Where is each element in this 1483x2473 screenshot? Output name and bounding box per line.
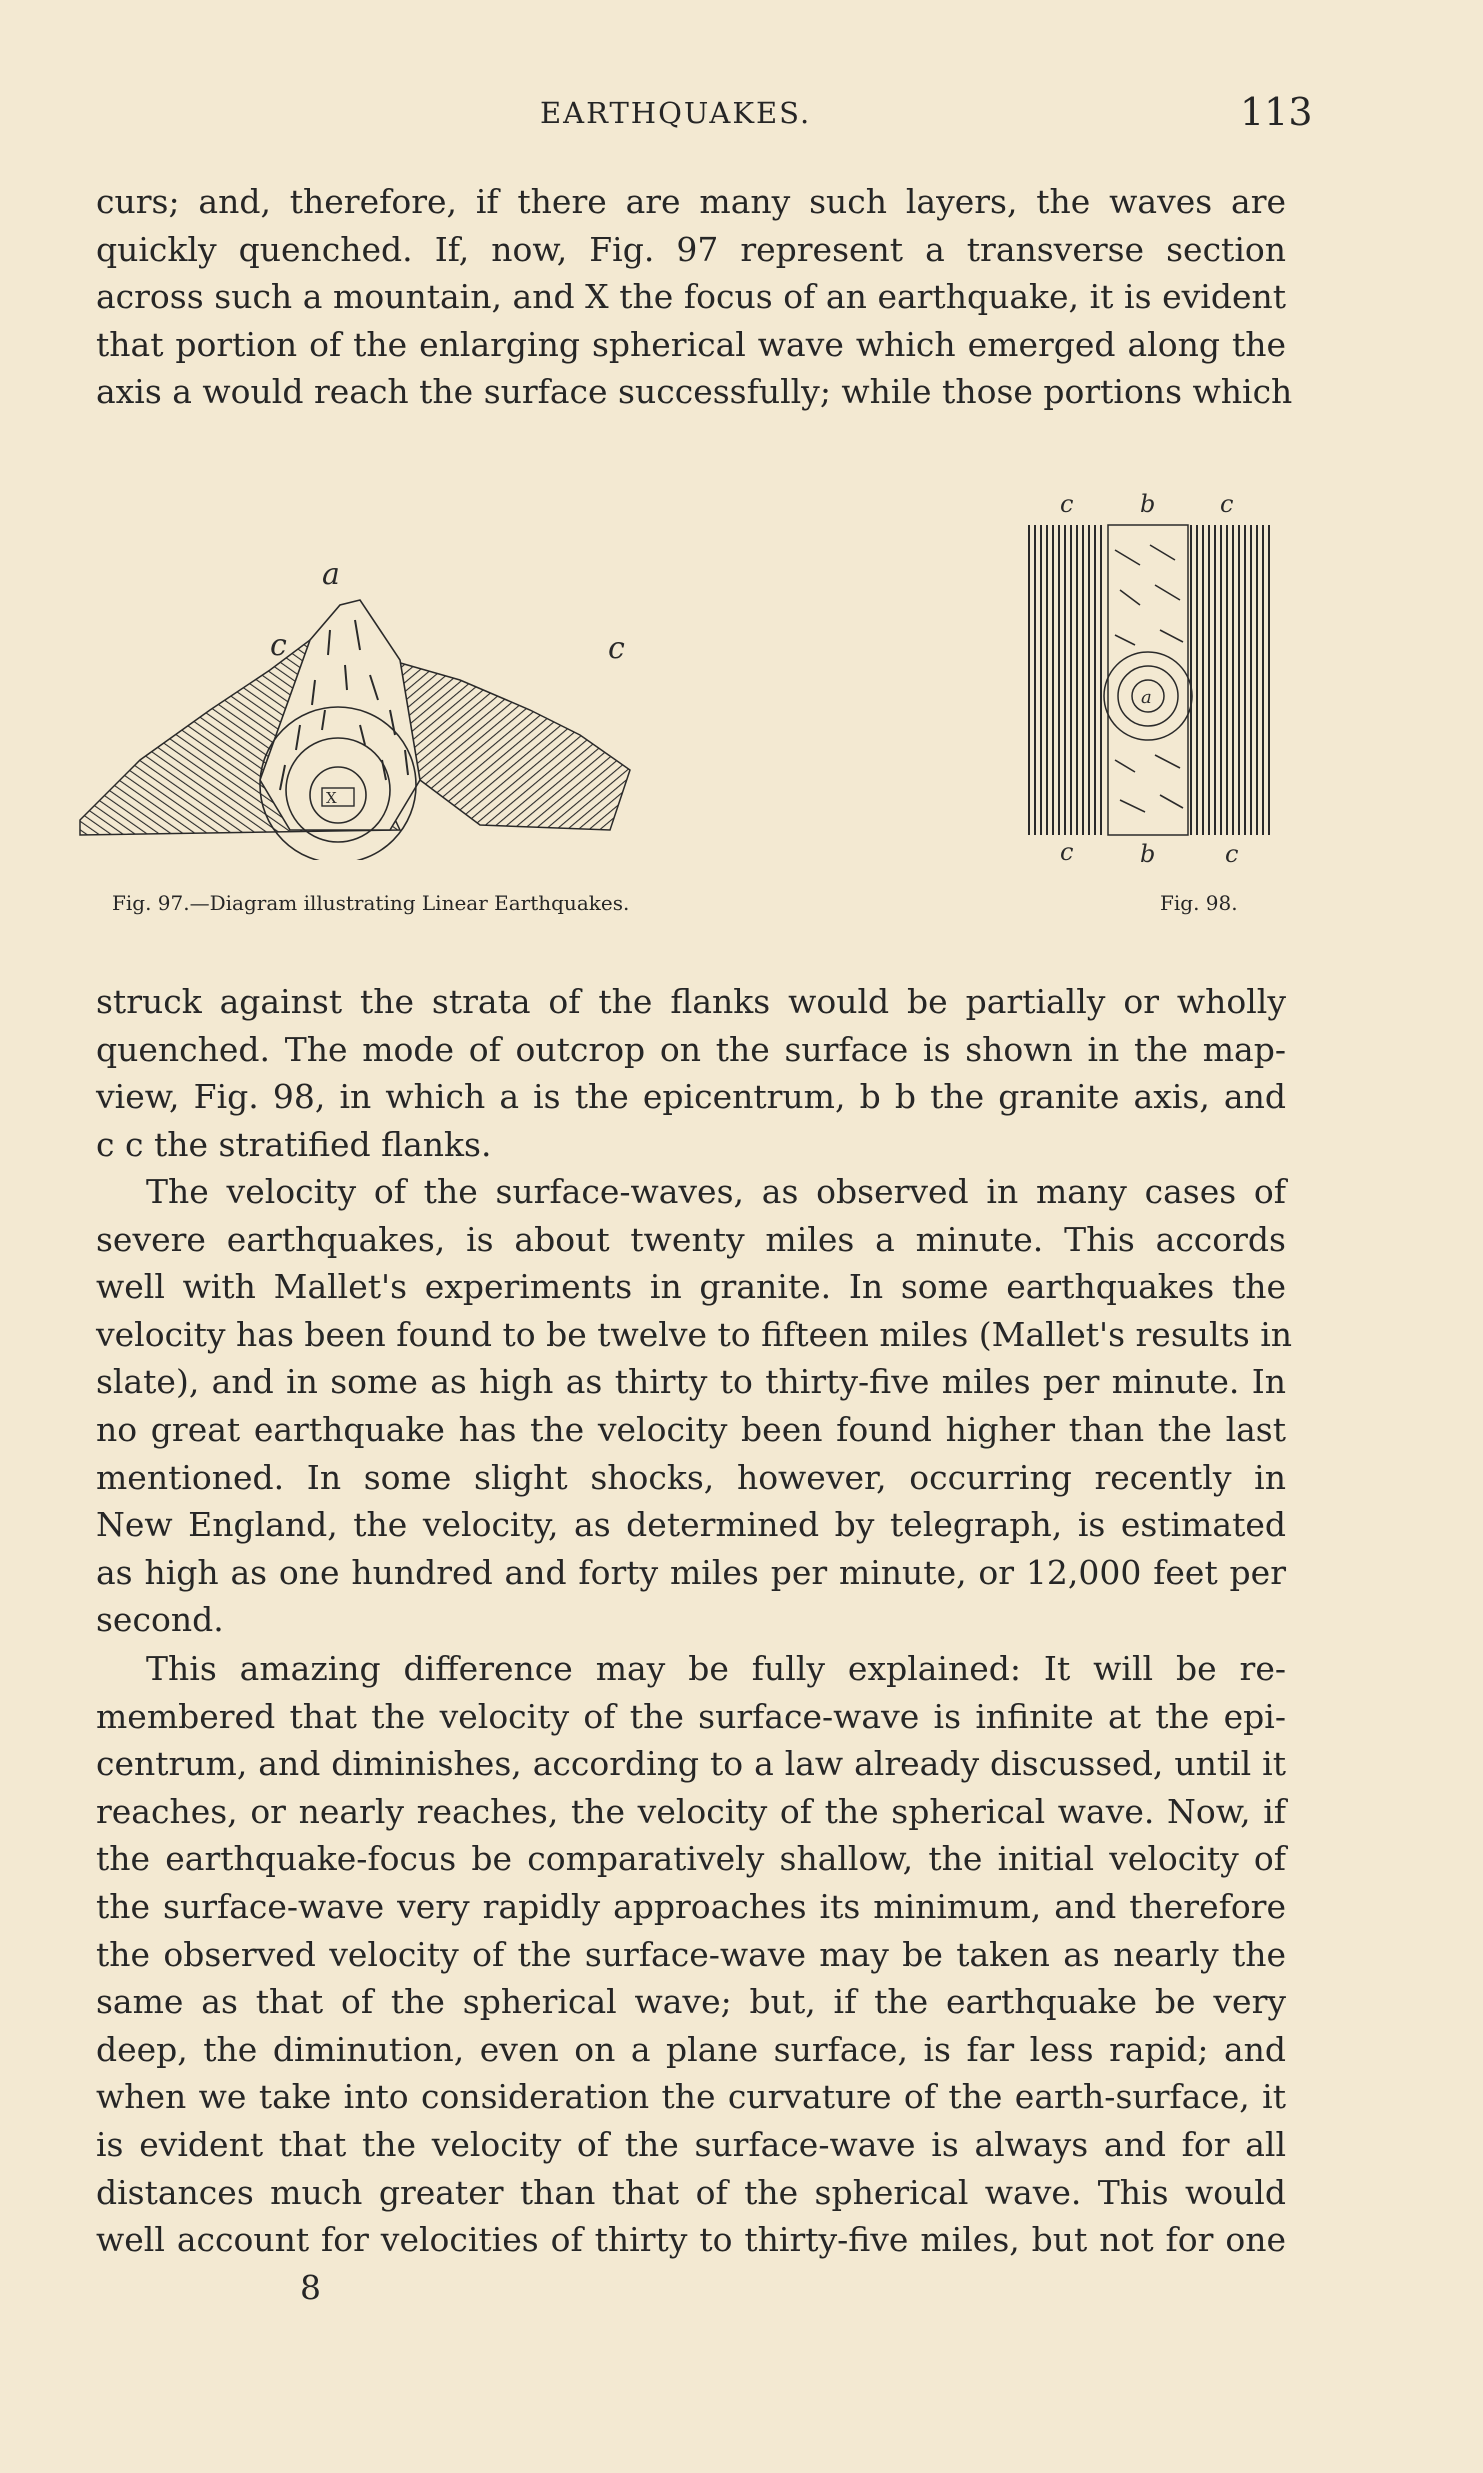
label-a: a bbox=[322, 560, 340, 592]
label-b-top: b bbox=[1140, 490, 1156, 518]
label-a-epicentrum: a bbox=[1141, 687, 1152, 708]
text-line: severe earthquakes, is about twenty miles a minute. This accords bbox=[96, 1219, 1286, 1259]
label-c-top-right: c bbox=[1220, 490, 1234, 518]
label-c-left: c bbox=[270, 628, 287, 663]
text-line: New England, the velocity, as determined by telegraph, is estimated bbox=[96, 1505, 1286, 1545]
text-line: velocity has been found to be twelve to fifteen miles (Mallet's results in bbox=[96, 1314, 1293, 1354]
text-line: membered that the velocity of the surface-wave is infinite at the epi- bbox=[96, 1696, 1286, 1736]
text-line: the surface-wave very rapidly approaches its minimum, and therefore bbox=[96, 1886, 1286, 1926]
text-line: reaches, or nearly reaches, the velocity of the spherical wave. Now, if bbox=[96, 1791, 1286, 1831]
text-line: slate), and in some as high as thirty to thirty-five miles per minute. In bbox=[96, 1362, 1286, 1402]
paragraph-1 bbox=[96, 178, 1293, 416]
text-line: axis a would reach the surface successfully; while those portions which bbox=[96, 372, 1293, 412]
text-line: curs; and, therefore, if there are many such layers, the waves are bbox=[96, 182, 1286, 221]
text-line: well with Mallet's experiments in granite. In some earthquakes the bbox=[96, 1267, 1286, 1307]
text-line: centrum, and diminishes, according to a law already discussed, until it bbox=[96, 1744, 1286, 1784]
figure-97-diagram bbox=[60, 560, 780, 860]
label-c-bottom-right: c bbox=[1225, 840, 1239, 868]
figure-98-caption: Fig. 98. bbox=[1160, 891, 1238, 915]
text-line: is evident that the velocity of the surface-wave is always and for all bbox=[96, 2124, 1286, 2164]
text-line: quickly quenched. If, now, Fig. 97 represent a transverse section bbox=[96, 229, 1286, 269]
text-line: This amazing difference may be fully explained: It will be re- bbox=[146, 1649, 1286, 1688]
text-line: same as that of the spherical wave; but, if the earthquake be very bbox=[96, 1982, 1286, 2022]
paragraph-3 bbox=[96, 1168, 1293, 1644]
label-x: X bbox=[326, 789, 337, 807]
text-line: the observed velocity of the surface-wave may be taken as nearly the bbox=[96, 1934, 1286, 1974]
figure-98-map-view bbox=[1015, 470, 1275, 870]
paragraph-2 bbox=[96, 978, 1286, 1168]
text-line: no great earthquake has the velocity been found higher than the last bbox=[96, 1409, 1286, 1449]
text-line: the earthquake-focus be comparatively shallow, the initial velocity of bbox=[96, 1839, 1286, 1879]
label-c-bottom-left: c bbox=[1060, 838, 1074, 866]
text-line: quenched. The mode of outcrop on the surface is shown in the map- bbox=[96, 1029, 1286, 1069]
right-strata-band bbox=[1190, 525, 1270, 835]
text-line: second. bbox=[96, 1600, 224, 1640]
text-line: across such a mountain, and X the focus of an earthquake, it is evident bbox=[96, 277, 1286, 317]
text-line: view, Fig. 98, in which a is the epicentrum, b b the granite axis, and bbox=[96, 1077, 1286, 1117]
paragraph-4 bbox=[96, 1645, 1286, 2264]
signature-mark: 8 bbox=[300, 2268, 321, 2307]
label-c-right: c bbox=[608, 631, 625, 666]
text-line: c c the stratified flanks. bbox=[96, 1124, 492, 1164]
label-b-bottom: b bbox=[1140, 840, 1156, 868]
text-line: when we take into consideration the curvature of the earth-surface, it bbox=[96, 2077, 1286, 2117]
running-title: EARTHQUAKES. bbox=[540, 96, 812, 130]
text-line: deep, the diminution, even on a plane surface, is far less rapid; and bbox=[96, 2029, 1286, 2069]
figure-97-caption: Fig. 97.—Diagram illustrating Linear Earthquakes. bbox=[112, 891, 630, 915]
text-line: well account for velocities of thirty to thirty-five miles, but not for one bbox=[96, 2220, 1286, 2260]
page-number: 113 bbox=[1240, 90, 1313, 134]
text-line: mentioned. In some slight shocks, however, occurring recently in bbox=[96, 1457, 1286, 1497]
right-flank-strata bbox=[390, 660, 630, 830]
left-strata-band bbox=[1025, 525, 1105, 835]
page-header bbox=[0, 88, 1483, 148]
text-line: struck against the strata of the flanks would be partially or wholly bbox=[96, 982, 1286, 1021]
text-line: The velocity of the surface-waves, as observed in many cases of bbox=[146, 1172, 1286, 1211]
label-c-top-left: c bbox=[1060, 490, 1074, 518]
text-line: that portion of the enlarging spherical wave which emerged along the bbox=[96, 324, 1286, 364]
text-line: distances much greater than that of the spherical wave. This would bbox=[96, 2172, 1286, 2212]
text-line: as high as one hundred and forty miles per minute, or 12,000 feet per bbox=[96, 1552, 1286, 1592]
